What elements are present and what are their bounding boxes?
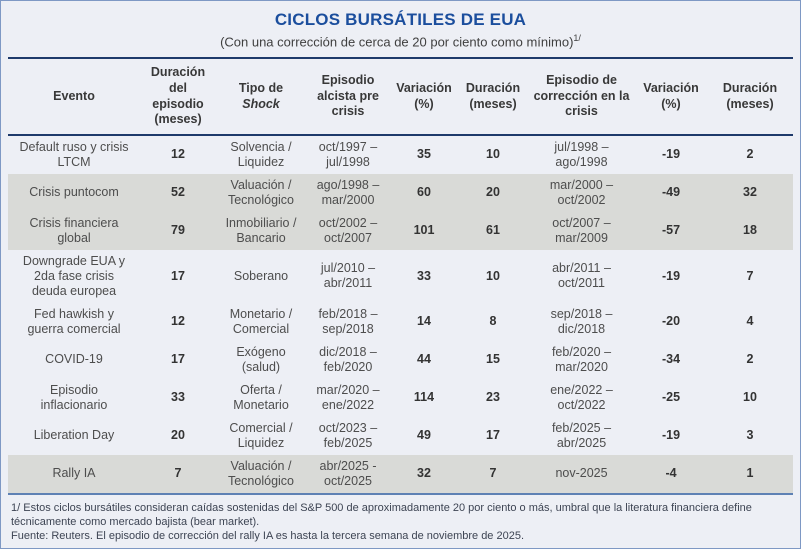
table-row <box>8 455 793 494</box>
cell-variacion-pre: 101 <box>413 223 435 238</box>
cell-duracion-crisis: 7 <box>746 268 754 283</box>
col-header-tipo-shock <box>216 58 306 135</box>
source-line: Fuente: Reuters. El episodio de corrección del rally IA es hasta la tercera semana de noviembre de 2025. <box>11 530 525 543</box>
cell-tipo-shock: Monetario / Comercial <box>229 306 293 336</box>
cell-tipo-shock: Soberano <box>233 268 289 283</box>
cell-variacion-pre: 33 <box>417 268 431 283</box>
table-row <box>8 250 793 303</box>
col-header-duracion-pre: Duración (meses) <box>458 58 528 135</box>
cell-variacion-crisis: -20 <box>661 314 681 329</box>
cell-duracion-crisis: 32 <box>743 185 757 200</box>
cell-duracion-episodio: 17 <box>171 352 185 367</box>
cell-duracion-crisis: 10 <box>743 390 757 405</box>
col-header-episodio-correccion: Episodio de corrección en la crisis <box>528 58 635 135</box>
table-row <box>8 341 793 379</box>
cell-variacion-crisis: -25 <box>661 390 681 405</box>
col-header-duracion-crisis: Duración (meses) <box>707 58 793 135</box>
cell-variacion-pre: 60 <box>417 185 431 200</box>
cell-duracion-crisis: 3 <box>746 428 754 443</box>
cell-tipo-shock: Comercial / Liquidez <box>229 420 293 450</box>
footnote-1: 1/ Estos ciclos bursátiles consideran caídas sostenidas del S&P 500 de aproximadamente 20 por ciento o más, umbral que la literatura financiera define técnicamente como mercado bajista (bear market). <box>11 501 752 529</box>
cell-episodio-correccion: abr/2011 – oct/2011 <box>552 261 611 291</box>
col-header-evento: Evento <box>8 58 140 135</box>
cell-tipo-shock: Valuación / Tecnológico <box>227 177 294 207</box>
cell-variacion-crisis: -34 <box>661 352 681 367</box>
subtitle-text: (Con una corrección de cerca de 20 por ciento como mínimo) <box>220 34 574 50</box>
cell-episodio-correccion: feb/2025 – abr/2025 <box>551 420 612 450</box>
cell-tipo-shock: Solvencia / Liquidez <box>230 139 292 169</box>
cell-episodio-correccion: oct/2007 – mar/2009 <box>552 215 611 245</box>
cell-episodio-alcista-pre-crisis: mar/2020 – ene/2022 <box>316 382 380 412</box>
header-row <box>8 58 793 135</box>
cell-duracion-pre: 7 <box>489 466 497 481</box>
cell-duracion-episodio: 33 <box>171 390 185 405</box>
cell-episodio-correccion: sep/2018 – dic/2018 <box>550 306 613 336</box>
cycles-table <box>8 57 793 495</box>
cell-duracion-pre: 23 <box>486 390 500 405</box>
cell-variacion-pre: 49 <box>417 428 431 443</box>
cell-variacion-pre: 35 <box>417 147 431 162</box>
cell-evento: Crisis puntocom <box>29 185 119 200</box>
table-row <box>8 379 793 417</box>
cell-episodio-correccion: nov-2025 <box>555 466 608 481</box>
table-row <box>8 212 793 250</box>
cell-variacion-crisis: -19 <box>661 428 681 443</box>
page-title: CICLOS BURSÁTILES DE EUA <box>274 10 527 29</box>
cell-episodio-alcista-pre-crisis: oct/2002 – oct/2007 <box>318 215 378 245</box>
col-header-episodio-alcista: Episodio alcista pre crisis <box>306 58 390 135</box>
cell-evento: Fed hawkish y guerra comercial <box>27 306 121 336</box>
page-subtitle <box>1 33 800 49</box>
cell-duracion-episodio: 12 <box>171 314 185 329</box>
cell-duracion-pre: 17 <box>486 428 500 443</box>
cell-episodio-alcista-pre-crisis: oct/1997 – jul/1998 <box>318 139 378 169</box>
cell-duracion-crisis: 2 <box>746 352 754 367</box>
cell-evento: Liberation Day <box>33 428 115 443</box>
col-header-duracion-episodio: Duración del episodio (meses) <box>140 58 216 135</box>
cell-variacion-pre: 114 <box>413 390 435 405</box>
col-header-variacion-pre: Variación (%) <box>390 58 458 135</box>
cell-variacion-crisis: -57 <box>661 223 681 238</box>
cell-evento: Episodio inflacionario <box>40 382 108 412</box>
footnotes <box>11 501 790 544</box>
cell-duracion-episodio: 12 <box>171 147 185 162</box>
cell-evento: Downgrade EUA y 2da fase crisis deuda europea <box>22 253 126 298</box>
cell-duracion-crisis: 2 <box>746 147 754 162</box>
col-header-variacion-crisis: Variación (%) <box>635 58 707 135</box>
table-row <box>8 417 793 455</box>
cell-duracion-crisis: 18 <box>743 223 757 238</box>
cell-duracion-episodio: 7 <box>174 466 182 481</box>
cell-duracion-pre: 8 <box>489 314 497 329</box>
cell-duracion-pre: 20 <box>486 185 500 200</box>
cell-duracion-episodio: 52 <box>171 185 185 200</box>
cell-duracion-pre: 10 <box>486 268 500 283</box>
cell-episodio-correccion: mar/2000 – oct/2002 <box>549 177 614 207</box>
cell-episodio-alcista-pre-crisis: jul/2010 – abr/2011 <box>320 261 376 291</box>
table-row <box>8 135 793 174</box>
cell-episodio-correccion: feb/2020 – mar/2020 <box>551 344 612 374</box>
subtitle-footnote-marker: 1/ <box>573 33 581 43</box>
cell-episodio-alcista-pre-crisis: oct/2023 – feb/2025 <box>318 420 378 450</box>
cell-evento: Default ruso y crisis LTCM <box>19 139 129 169</box>
cell-tipo-shock: Oferta / Monetario <box>233 382 289 412</box>
cell-tipo-shock: Valuación / Tecnológico <box>227 458 294 488</box>
cell-evento: Rally IA <box>52 466 96 481</box>
cell-duracion-pre: 15 <box>486 352 500 367</box>
table-row <box>8 303 793 341</box>
cell-evento: COVID-19 <box>45 352 103 367</box>
cell-variacion-crisis: -4 <box>665 466 677 481</box>
cell-variacion-pre: 14 <box>417 314 431 329</box>
cell-duracion-pre: 61 <box>486 223 500 238</box>
cell-variacion-pre: 44 <box>417 352 431 367</box>
cell-evento: Crisis financiera global <box>29 215 119 245</box>
cell-duracion-episodio: 17 <box>171 268 185 283</box>
cell-variacion-crisis: -19 <box>661 147 681 162</box>
cell-episodio-alcista-pre-crisis: dic/2018 – feb/2020 <box>319 344 377 374</box>
cell-duracion-episodio: 20 <box>171 428 185 443</box>
cell-variacion-pre: 32 <box>417 466 431 481</box>
cell-episodio-alcista-pre-crisis: feb/2018 – sep/2018 <box>318 306 378 336</box>
table-row <box>8 174 793 212</box>
cell-episodio-correccion: jul/1998 – ago/1998 <box>554 139 609 169</box>
cell-episodio-alcista-pre-crisis: abr/2025 - oct/2025 <box>319 458 377 488</box>
cell-duracion-episodio: 79 <box>171 223 185 238</box>
cell-variacion-crisis: -19 <box>661 268 681 283</box>
cell-duracion-crisis: 1 <box>746 466 754 481</box>
cell-tipo-shock: Inmobiliario / Bancario <box>225 215 297 245</box>
cell-duracion-crisis: 4 <box>746 314 754 329</box>
cell-duracion-pre: 10 <box>486 147 500 162</box>
table-body <box>8 135 793 494</box>
cell-episodio-correccion: ene/2022 – oct/2022 <box>550 382 613 412</box>
tipo-de-text: Tipo de <box>238 80 284 95</box>
cell-episodio-alcista-pre-crisis: ago/1998 – mar/2000 <box>316 177 380 207</box>
cell-tipo-shock: Exógeno (salud) <box>236 344 286 374</box>
cell-variacion-crisis: -49 <box>661 185 681 200</box>
shock-italic-text: Shock <box>242 96 280 111</box>
